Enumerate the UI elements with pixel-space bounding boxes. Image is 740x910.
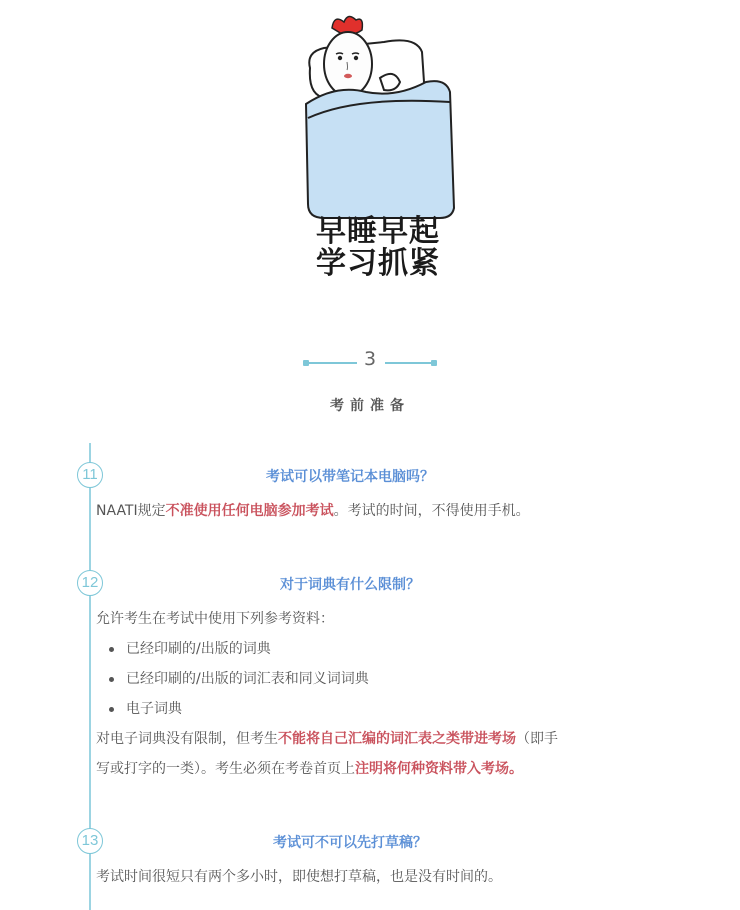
section-divider	[303, 348, 437, 378]
question-heading: 对于词典有什么限制？	[280, 577, 420, 593]
item-number-badge: 13	[77, 828, 103, 854]
answer-paragraph	[96, 754, 616, 784]
answer-paragraph	[96, 724, 616, 754]
answer-text: 写或打字的一类）。考生必须在考卷首页上	[96, 761, 355, 777]
caption-line-2: 学习抓紧	[316, 246, 440, 281]
divider-line	[385, 362, 435, 364]
divider-line	[307, 362, 357, 364]
highlight-text: 不能将自己汇编的词汇表之类带进考场	[278, 731, 516, 747]
question-heading: 考试可以带笔记本电脑吗？	[266, 469, 434, 485]
list-item: 已经印刷的/出版的词典	[96, 634, 369, 664]
highlight-text: 不准使用任何电脑参加考试	[165, 503, 334, 519]
answer-intro: 允许考生在考试中使用下列参考资料：	[96, 611, 334, 627]
answer-text: 对电子词典没有限制，但考生	[96, 731, 278, 747]
illustration-caption	[298, 216, 458, 280]
answer-paragraph: 考试时间很短只有两个多小时，即使想打草稿，也是没有时间的。	[96, 869, 502, 885]
section-number: 3	[363, 348, 377, 370]
list-item: 电子词典	[96, 694, 369, 724]
item-number-badge: 11	[77, 462, 103, 488]
answer-paragraph	[96, 496, 616, 526]
answer-text: （即手	[516, 731, 558, 747]
answer-text: NAATI规定	[96, 503, 166, 519]
section-title: 考前准备	[330, 398, 410, 414]
question-heading: 考试可不可以先打草稿？	[273, 835, 427, 851]
divider-dot	[431, 360, 437, 366]
highlight-text: 注明将何种资料带入考场	[355, 761, 509, 777]
list-item: 已经印刷的/出版的词汇表和同义词词典	[96, 664, 369, 694]
reference-list	[96, 634, 369, 724]
caption-line-1: 早睡早起	[316, 214, 440, 249]
highlight-text: 。	[509, 761, 523, 777]
answer-text: 。考试的时间，不得使用手机。	[333, 503, 530, 519]
item-number-badge: 12	[77, 570, 103, 596]
